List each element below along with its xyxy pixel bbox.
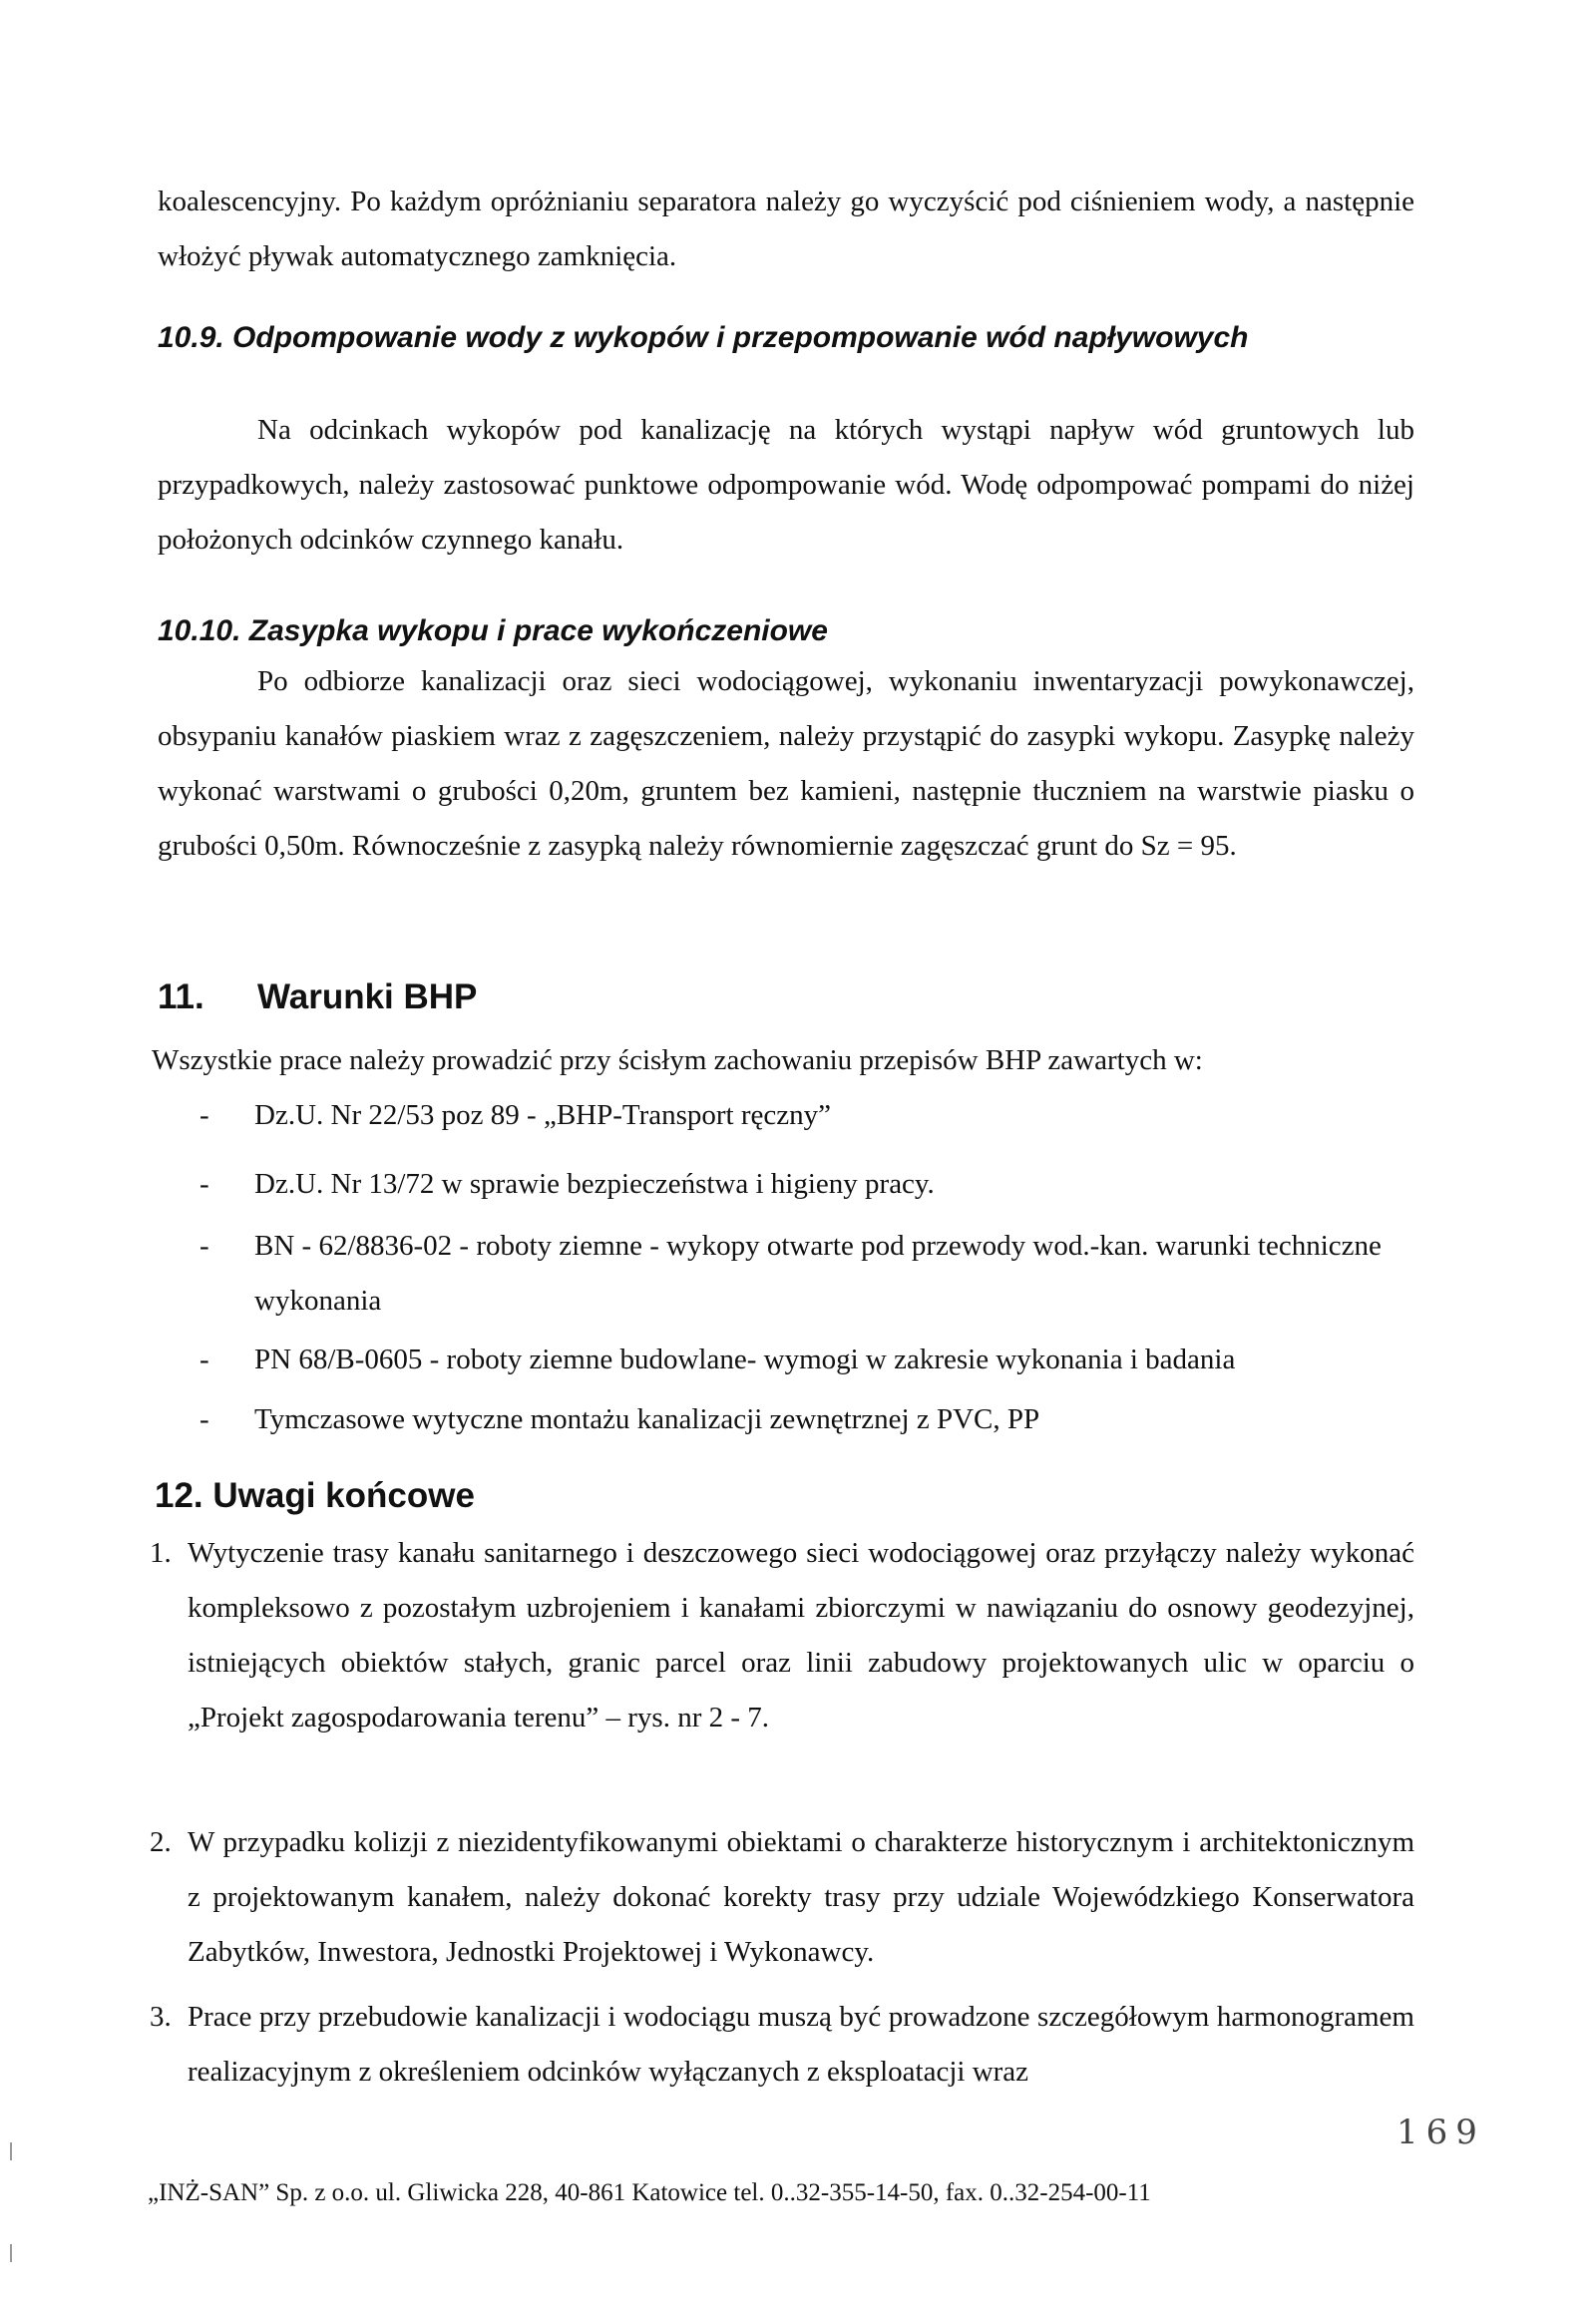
bhp-list-item: [200, 1333, 1416, 1387]
bhp-list-item: [200, 1088, 1416, 1143]
bhp-list-item: [200, 1392, 1416, 1447]
item-text: W przypadku kolizji z niezidentyfikowanymi obiektami o charakterze historycznym i architektonicznym z projektowanym kanałem, należy dokonać korekty trasy przy udziale Wojewódzkiego Konserwatora Zabytków, Inwestora, Jednostki Projektowej i Wykonawcy.: [188, 1826, 1414, 1968]
footer-company-info: „INŻ-SAN” Sp. z o.o. ul. Gliwicka 228, 40-861 Katowice tel. 0..32-355-14-50, fax. 0..32-254-00-11: [148, 2179, 1151, 2206]
section-10-9-body: Na odcinkach wykopów pod kanalizację na których wystąpi napływ wód gruntowych lub przypadkowych, należy zastosować punktowe odpompowanie wód. Wodę odpompować pompami do niżej położonych odcinków czynnego kanału.: [158, 414, 1414, 556]
numbered-item: [150, 1526, 1414, 1745]
section-10-10-body: Po odbiorze kanalizacji oraz sieci wodociągowej, wykonaniu inwentaryzacji powykonawczej, obsypaniu kanałów piaskiem wraz z zagęszczeniem, należy przystąpić do zasypki wykopu. Zasypkę należy wykonać warstwami o grubości 0,20m, gruntem bez kamieni, następnie tłuczniem na warstwie piasku o grubości 0,50m. Równocześnie z zasypką należy równomiernie zagęszczać grunt do Sz = 95.: [158, 665, 1414, 862]
list-dash: -: [200, 1403, 209, 1435]
bhp-list-item: [200, 1157, 1416, 1212]
section-11-intro: Wszystkie prace należy prowadzić przy ścisłym zachowaniu przepisów BHP zawartych w:: [152, 1044, 1203, 1076]
item-text: Wytyczenie trasy kanału sanitarnego i deszczowego sieci wodociągowej oraz przyłączy należy wykonać kompleksowo z pozostałym uzbrojeniem i kanałami zbiorczymi w nawiązaniu do osnowy geodezyjnej, istniejących obiektów stałych, granic parcel oraz linii zabudowy projektowanych ulic w oparciu o „Projekt zagospodarowania terenu” – rys. nr 2 - 7.: [188, 1537, 1414, 1733]
numbered-item: [150, 1815, 1414, 1980]
section-11-heading: [158, 977, 477, 1017]
continuation-paragraph: koalescencyjny. Po każdym opróżnianiu separatora należy go wyczyścić pod ciśnieniem wody, a następnie włożyć pływak automatycznego zamknięcia.: [158, 186, 1414, 272]
section-10-9-heading: 10.9. Odpompowanie wody z wykopów i przepompowanie wód napływowych: [158, 321, 1249, 354]
section-11-title: Warunki BHP: [257, 977, 478, 1016]
item-number: 2.: [150, 1826, 172, 1858]
bhp-item-text: Dz.U. Nr 13/72 w sprawie bezpieczeństwa i higieny pracy.: [254, 1168, 935, 1200]
item-text: Prace przy przebudowie kanalizacji i wodociągu muszą być prowadzone szczegółowym harmonogramem realizacyjnym z określeniem odcinków wyłączanych z eksploatacji wraz: [188, 2001, 1414, 2088]
scan-edge-mark: [10, 2244, 12, 2262]
bhp-item-text: Tymczasowe wytyczne montażu kanalizacji zewnętrznej z PVC, PP: [254, 1403, 1040, 1435]
list-dash: -: [200, 1344, 209, 1375]
page-number-stamp: 169: [1396, 2113, 1485, 2152]
section-11-number: 11.: [158, 977, 204, 1016]
list-dash: -: [200, 1099, 209, 1131]
numbered-item: [150, 1990, 1414, 2100]
list-dash: -: [200, 1230, 209, 1262]
section-10-10-heading: 10.10. Zasypka wykopu i prace wykończeniowe: [158, 614, 828, 647]
item-number: 3.: [150, 2001, 172, 2033]
bhp-item-text: Dz.U. Nr 22/53 poz 89 - „BHP-Transport ręczny”: [254, 1099, 832, 1131]
item-number: 1.: [150, 1537, 172, 1569]
section-12-heading: 12. Uwagi końcowe: [155, 1476, 475, 1515]
bhp-list-item: [200, 1219, 1416, 1329]
list-dash: -: [200, 1168, 209, 1200]
bhp-item-text: PN 68/B-0605 - roboty ziemne budowlane- wymogi w zakresie wykonania i badania: [254, 1344, 1236, 1375]
bhp-item-text: BN - 62/8836-02 - roboty ziemne - wykopy otwarte pod przewody wod.-kan. warunki techniczne wykonania: [254, 1230, 1382, 1317]
scan-edge-mark: [10, 2142, 12, 2160]
